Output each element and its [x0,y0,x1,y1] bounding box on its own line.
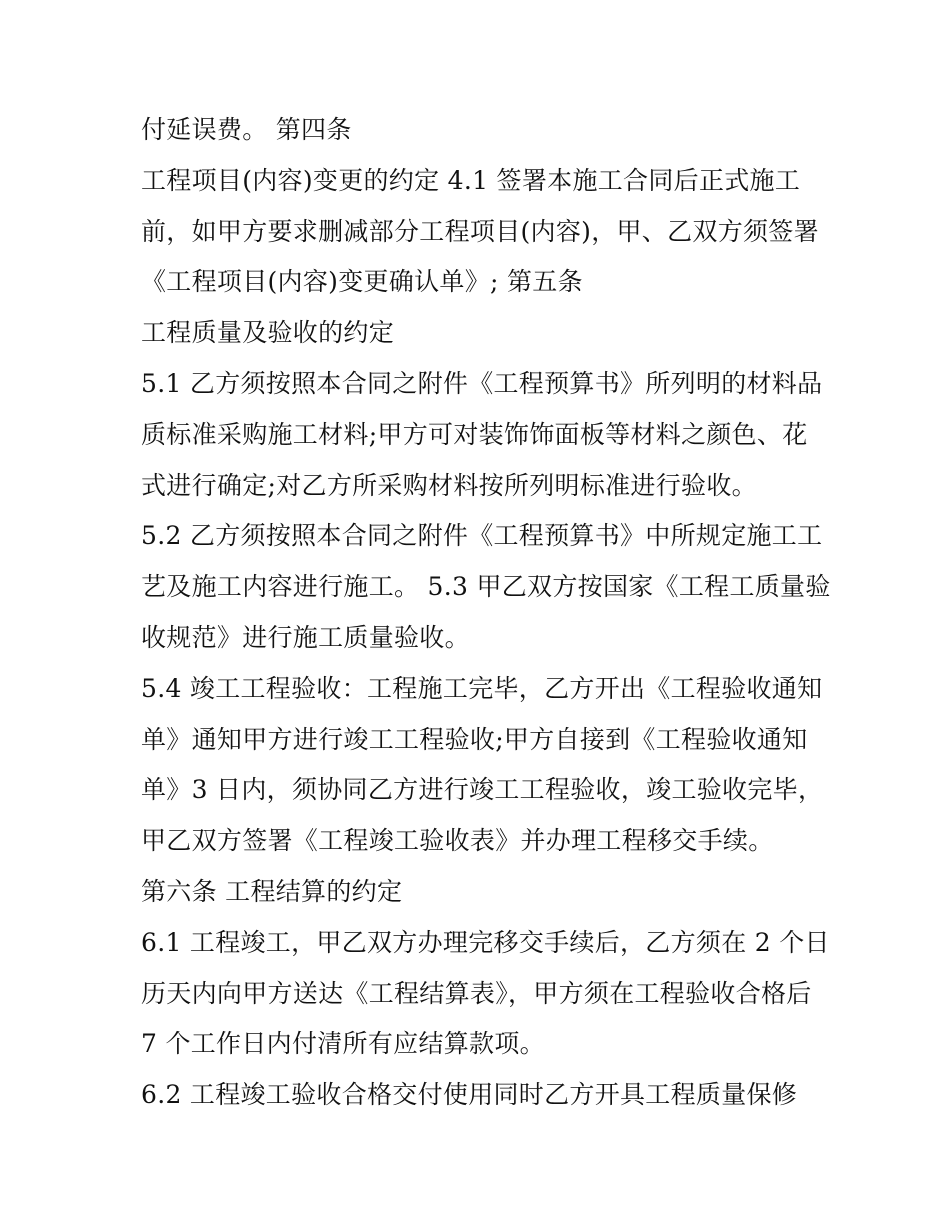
text-line: 7 个工作日内付清所有应结算款项。 [141,1029,545,1059]
text-line: 单》3 日内，须协同乙方进行竣工工程验收，竣工验收完毕， [141,775,824,805]
text-line: 甲乙双方签署《工程竣工验收表》并办理工程移交手续。 [141,826,774,856]
text-line: 6.1 工程竣工，甲乙双方办理完移交手续后，乙方须在 2 个日 [141,927,830,957]
text-line: 式进行确定;对乙方所采购材料按所列明标准进行验收。 [141,470,757,500]
text-line: 5.1 乙方须按照本合同之附件《工程预算书》所列明的材料品 [141,368,823,398]
text-line: 单》通知甲方进行竣工工程验收;甲方自接到《工程验收通知 [141,724,808,754]
text-line: 6.2 工程竣工验收合格交付使用同时乙方开具工程质量保修 [141,1080,798,1110]
text-line: 艺及施工内容进行施工。 5.3 甲乙双方按国家《工程工质量验 [141,572,831,602]
text-line: 历天内向甲方送达《工程结算表》，甲方须在工程验收合格后 [141,978,812,1008]
text-line: 《工程项目(内容)变更确认单》; 第五条 [141,267,583,297]
text-line: 质标准采购施工材料;甲方可对装饰饰面板等材料之颜色、花 [141,419,808,449]
text-line: 收规范》进行施工质量验收。 [141,622,470,652]
section-heading: 第六条 工程结算的约定 [141,876,403,906]
document-body [141,105,841,1121]
section-heading: 工程质量及验收的约定 [141,318,395,348]
text-line: 付延误费。 第四条 [141,115,352,144]
text-line: 5.2 乙方须按照本合同之附件《工程预算书》中所规定施工工 [141,521,823,551]
text-line: 工程项目(内容)变更的约定 4.1 签署本施工合同后正式施工 [141,165,801,195]
text-line: 5.4 竣工工程验收：工程施工完毕，乙方开出《工程验收通知 [141,673,823,703]
text-line: 前，如甲方要求删减部分工程项目(内容)，甲、乙双方须签署 [141,216,819,246]
